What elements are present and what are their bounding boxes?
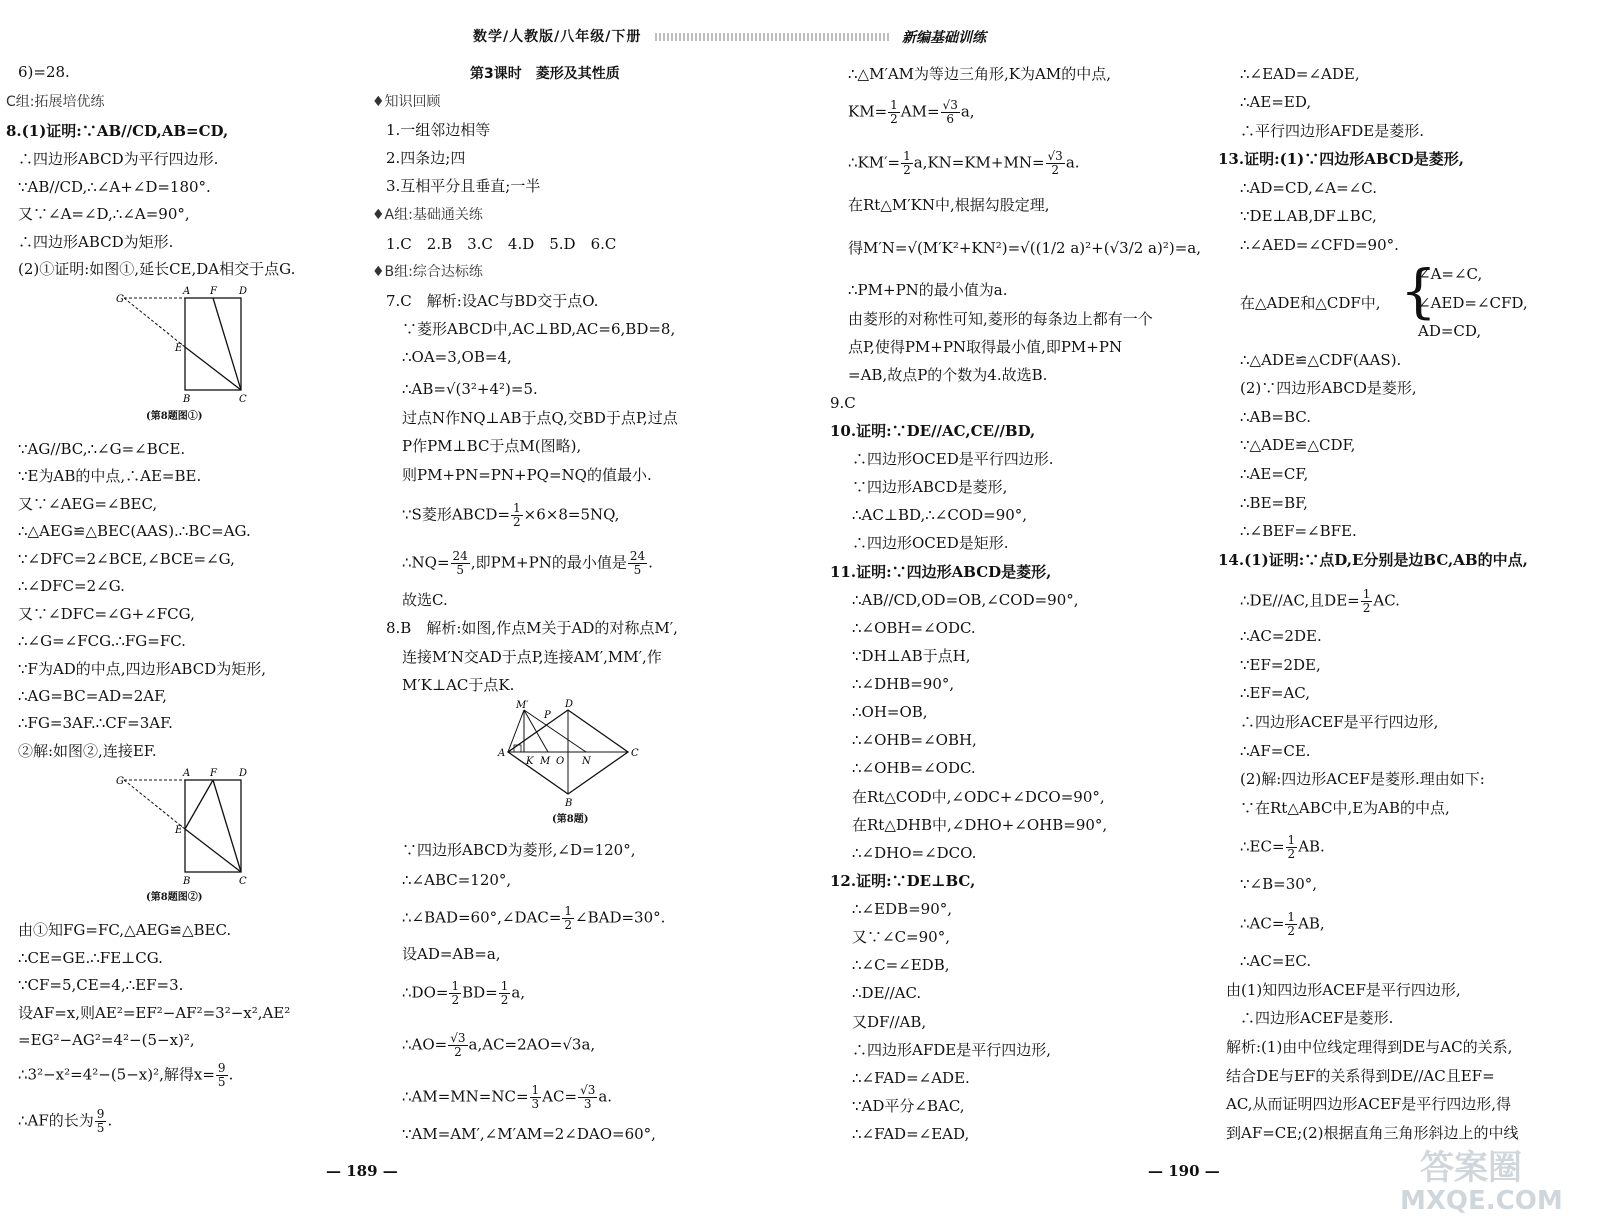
svg-text:A: A	[183, 286, 191, 297]
text-line: ∴AB=BC.	[1240, 408, 1311, 426]
fraction	[1046, 150, 1065, 177]
text-segment: a,KN=KM+MN=	[913, 153, 1045, 172]
fraction	[216, 1062, 228, 1089]
text-segment: AC=	[542, 1087, 578, 1106]
text-line: P作PM⊥BC于点M(图略),	[402, 437, 582, 455]
figure-8-1	[114, 284, 264, 404]
text-segment: AB.	[1298, 837, 1325, 856]
text-line: ∴△M′AM为等边三角形,K为AM的中点,	[848, 65, 1111, 83]
section-heading: ♦知识回顾	[372, 94, 441, 110]
text-segment: ∴DE//AC,且DE=	[1240, 591, 1360, 610]
svg-text:D: D	[239, 286, 248, 297]
brace: {	[1400, 257, 1437, 325]
svg-text:D: D	[565, 699, 574, 710]
figure-8-rhombus	[496, 698, 646, 808]
text-line: ∴∠EAD=∠ADE,	[1240, 65, 1360, 83]
text-line: ∠AED=∠CFD,	[1418, 294, 1528, 312]
denominator: 2	[890, 112, 898, 126]
fraction	[451, 550, 470, 577]
section-heading: ♦B组:综合达标练	[372, 264, 483, 280]
watermark-url: MXQE.COM	[1400, 1186, 1563, 1216]
text-line: ∵∠B=30°,	[1240, 875, 1318, 893]
fraction	[448, 1032, 467, 1059]
text-segment: ∴DO=	[402, 983, 449, 1002]
denominator: 2	[1051, 163, 1059, 177]
text-line	[1240, 588, 1400, 615]
text-segment: ∵S菱形ABCD=	[402, 505, 511, 524]
text-line: (2)解:四边形ACEF是菱形.理由如下:	[1240, 770, 1485, 788]
section-heading: ♦A组:基础通关练	[372, 207, 483, 223]
numerator: 1	[531, 1083, 540, 1097]
numerator: 9	[96, 1107, 105, 1121]
denominator: 3	[583, 1097, 592, 1111]
denominator: 2	[1287, 847, 1296, 861]
text-line: ∴∠ABC=120°,	[402, 871, 512, 889]
text-line: ∵EF=2DE,	[1240, 656, 1321, 674]
text-line: ∵△ADE≌△CDF,	[1240, 436, 1356, 454]
numerator: 1	[1287, 833, 1296, 847]
text-segment: ∴3²−x²=4²−(5−x)²,解得x=	[18, 1065, 215, 1084]
text-segment: a,	[960, 102, 975, 121]
text-line: ∴∠BEF=∠BFE.	[1240, 522, 1357, 540]
text-line: 8.(1)证明:∵AB//CD,AB=CD,	[6, 122, 229, 140]
text-line: ∴平行四边形AFDE是菱形.	[1240, 122, 1424, 140]
numerator: 24	[452, 549, 468, 563]
text-line: 在Rt△COD中,∠ODC+∠DCO=90°,	[852, 788, 1105, 806]
text-line: ∴AC=2DE.	[1240, 627, 1322, 645]
text-line: ∴四边形ACEF是平行四边形,	[1240, 713, 1439, 731]
text-line: =EG²−AG²=4²−(5−x)²,	[18, 1031, 195, 1049]
svg-text:G: G	[116, 294, 124, 305]
text-line: ∴∠FAD=∠EAD,	[852, 1125, 970, 1143]
page-number-right: — 190 —	[1148, 1162, 1220, 1180]
fraction	[95, 1108, 107, 1135]
fraction	[499, 980, 511, 1007]
text-line: AC,从而证明四边形ACEF是平行四边形,得	[1226, 1095, 1511, 1113]
denominator: 2	[1362, 601, 1371, 615]
numerator: 1	[1287, 910, 1296, 924]
text-line: ∴四边形ABCD为平行四边形.	[18, 150, 219, 168]
text-line: ∵DH⊥AB于点H,	[852, 647, 971, 665]
fraction	[1285, 911, 1297, 938]
text-line: ∴∠DFC=2∠G.	[18, 577, 125, 595]
text-line: ∴∠FAD=∠ADE.	[852, 1069, 970, 1087]
fraction	[511, 502, 523, 529]
text-line: ∠A=∠C,	[1418, 265, 1483, 283]
text-line: ∴NQ= $\frac{24}{5}$ ,即PM+PN的最小值是 $\frac{24}{5}$ .	[402, 549, 653, 577]
text-line: 则PM+PN=PN+PQ=NQ的值最小.	[402, 466, 652, 484]
text-line: 点P,使得PM+PN取得最小值,即PM+PN	[848, 338, 1123, 356]
text-line	[1240, 834, 1325, 861]
text-line: 14.(1)证明:∵点D,E分别是边BC,AB的中点,	[1218, 551, 1528, 569]
text-line: 故选C.	[402, 591, 448, 609]
text-line: ∴AD=CD,∠A=∠C.	[1240, 179, 1377, 197]
text-line: ∴AC=EC.	[1240, 952, 1312, 970]
text-segment: ∴EC=	[1240, 837, 1285, 856]
text-line: (2)∵四边形ABCD是菱形,	[1240, 379, 1417, 397]
text-segment: ∴∠BAD=60°,∠DAC=	[402, 908, 562, 927]
svg-text:N: N	[582, 756, 591, 767]
text-line: ∵AB//CD,∴∠A+∠D=180°.	[18, 178, 211, 196]
denominator: 2	[1287, 924, 1296, 938]
figure-caption: (第8题图①)	[146, 411, 203, 422]
fraction	[628, 550, 647, 577]
text-line: ∵AG//BC,∴∠G=∠BCE.	[18, 440, 186, 458]
text-line: ∴四边形ABCD为矩形.	[18, 233, 174, 251]
numerator: 1	[890, 98, 898, 112]
numerator: 1	[903, 149, 911, 163]
text-line: 设AD=AB=a,	[402, 945, 501, 963]
text-line: ∴四边形AFDE是平行四边形,	[852, 1041, 1051, 1059]
denominator: 5	[217, 1075, 226, 1089]
denominator: 2	[500, 993, 509, 1007]
text-line: AD=CD,	[1418, 322, 1482, 340]
denominator: 3	[531, 1097, 540, 1111]
text-line: 1.一组邻边相等	[386, 121, 491, 139]
text-line: ∵DE⊥AB,DF⊥BC,	[1240, 207, 1377, 225]
text-line: ∵四边形ABCD为菱形,∠D=120°,	[402, 841, 636, 859]
denominator: 2	[513, 515, 521, 529]
numerator: 1	[1362, 587, 1371, 601]
numerator: 1	[564, 904, 573, 918]
svg-text:E: E	[175, 825, 183, 836]
text-line: ∴AG=BC=AD=2AF,	[18, 687, 167, 705]
text-line: ∴EF=AC,	[1240, 684, 1311, 702]
text-line: ∴∠DHB=90°,	[852, 675, 955, 693]
text-segment: ∴AC=	[1240, 914, 1285, 933]
text-line: 7.C 解析:设AC与BD交于点O.	[386, 292, 599, 310]
svg-text:M: M	[540, 756, 551, 767]
numerator: 1	[513, 501, 521, 515]
header-title: 数学/人教版/八年级/下册	[473, 29, 642, 45]
text-segment: a,AC=2AO=√3a,	[468, 1035, 596, 1054]
svg-text:B: B	[183, 876, 191, 886]
svg-text:C: C	[239, 394, 247, 404]
text-segment: ,即PM+PN的最小值是	[470, 553, 627, 572]
header-brand: 新编基础训练	[902, 30, 986, 46]
text-line: ∴AF=CE.	[1240, 742, 1311, 760]
text-line: 连接M′N交AD于点P,连接AM′,MM′,作	[402, 648, 662, 666]
denominator: 5	[633, 563, 642, 577]
text-line: ∴PM+PN的最小值为a.	[848, 281, 1008, 299]
text-segment: ∴KM′=	[848, 153, 901, 172]
lesson-title: 第3课时 菱形及其性质	[470, 66, 620, 82]
text-segment: BD=	[462, 983, 498, 1002]
svg-text:D: D	[239, 768, 248, 779]
text-line: ∴OA=3,OB=4,	[402, 348, 512, 366]
denominator: 2	[903, 163, 911, 177]
text-segment: ∴AF的长为	[18, 1111, 94, 1130]
figure-caption: (第8题)	[552, 814, 589, 825]
text-line: ∴∠OHB=∠OBH,	[852, 731, 977, 749]
section-heading: C组:拓展培优练	[6, 94, 105, 110]
text-line: 又∵∠C=90°,	[852, 928, 950, 946]
text-line: ∴△AEG≌△BEC(AAS).∴BC=AG.	[18, 522, 251, 540]
svg-text:K: K	[526, 756, 534, 767]
text-segment: a.	[1065, 153, 1080, 172]
text-line: ∴∠EDB=90°,	[852, 900, 953, 918]
svg-text:A: A	[183, 768, 191, 779]
text-line: ∴∠OBH=∠ODC.	[852, 619, 976, 637]
text-line: ∴CE=GE.∴FE⊥CG.	[18, 949, 163, 967]
text-line: (2)①证明:如图①,延长CE,DA相交于点G.	[18, 260, 296, 278]
svg-text:A: A	[498, 748, 506, 759]
text-line: ∴3²−x²=4²−(5−x)²,解得x= $\frac{9}{5}$ .	[18, 1061, 234, 1089]
text-line: ∵四边形ABCD是菱形,	[852, 478, 1008, 496]
svg-text:E: E	[175, 343, 183, 354]
text-line: ∴∠AED=∠CFD=90°.	[1240, 236, 1399, 254]
text-line: ∵在Rt△ABC中,E为AB的中点,	[1240, 799, 1450, 817]
text-line: 1.C 2.B 3.C 4.D 5.D 6.C	[386, 235, 617, 253]
text-line: 由(1)知四边形ACEF是平行四边形,	[1226, 981, 1461, 999]
text-line: ∴四边形OCED是平行四边形.	[852, 450, 1054, 468]
denominator: 5	[456, 563, 464, 577]
denominator: 2	[451, 993, 460, 1007]
figure-8-2	[114, 764, 264, 886]
fraction	[1361, 588, 1373, 615]
text-segment: AC.	[1373, 591, 1400, 610]
fraction	[901, 150, 913, 177]
text-line: ∴AB//CD,OD=OB,∠COD=90°,	[852, 591, 1079, 609]
numerator: 1	[451, 979, 460, 993]
text-segment: ×6×8=5NQ,	[523, 505, 620, 524]
svg-text:B: B	[565, 798, 573, 808]
numerator: √3	[942, 98, 958, 112]
text-line	[1240, 911, 1325, 938]
text-line: ∴DE//AC.	[852, 984, 922, 1002]
text-line: 由①知FG=FC,△AEG≌△BEC.	[18, 921, 232, 939]
text-line: 又∵∠AEG=∠BEC,	[18, 495, 158, 513]
text-line: 11.证明:∵四边形ABCD是菱形,	[830, 563, 1052, 581]
text-line: ∴∠C=∠EDB,	[852, 956, 950, 974]
text-segment: AM=	[900, 102, 940, 121]
page-number-left: — 189 —	[326, 1162, 398, 1180]
text-line	[402, 502, 619, 529]
fraction	[562, 905, 574, 932]
text-line: 结合DE与EF的关系得到DE//AC且EF=	[1226, 1067, 1495, 1085]
text-line: ②解:如图②,连接EF.	[18, 742, 157, 760]
text-line: 又∵∠DFC=∠G+∠FCG,	[18, 605, 195, 623]
text-line: 设AF=x,则AE²=EF²−AF²=3²−x²,AE²	[18, 1004, 291, 1022]
text-line: 过点N作NQ⊥AB于点Q,交BD于点P,过点	[402, 409, 678, 427]
text-line: 又DF//AB,	[852, 1013, 927, 1031]
text-line: 10.证明:∵DE//AC,CE//BD,	[830, 422, 1036, 440]
fraction	[578, 1084, 597, 1111]
header-dots	[655, 33, 890, 41]
text-line: 解析:(1)由中位线定理得到DE与AC的关系,	[1226, 1038, 1513, 1056]
text-line	[402, 1084, 612, 1111]
text-segment: a.	[598, 1087, 613, 1106]
text-line: 9.C	[830, 394, 856, 412]
text-line: ∴∠OHB=∠ODC.	[852, 759, 976, 777]
text-segment: ∠BAD=30°.	[575, 908, 666, 927]
text-line: 在△ADE和△CDF中,	[1240, 294, 1381, 312]
fraction	[449, 980, 461, 1007]
numerator: √3	[1047, 149, 1063, 163]
text-line: 2.四条边;四	[386, 149, 466, 167]
text-line	[402, 980, 525, 1007]
text-line: ∴AC⊥BD,∴∠COD=90°,	[852, 506, 1028, 524]
numerator: √3	[450, 1031, 466, 1045]
text-line: =AB,故点P的个数为4.故选B.	[848, 366, 1048, 384]
text-line	[848, 99, 975, 126]
denominator: 5	[96, 1121, 105, 1135]
svg-text:P: P	[544, 710, 551, 721]
text-segment: ∴AO=	[402, 1035, 448, 1054]
svg-text:O: O	[556, 756, 565, 767]
text-segment: ∴NQ=	[402, 553, 450, 572]
text-line: ∵E为AB的中点,∴AE=BE.	[18, 467, 202, 485]
svg-text:M′: M′	[516, 700, 529, 711]
watermark-logo: 答案圈	[1420, 1148, 1522, 1188]
text-line: ∴AF的长为 $\frac{9}{5}$ .	[18, 1107, 113, 1135]
numerator: √3	[580, 1083, 596, 1097]
text-line: M′K⊥AC于点K.	[402, 676, 515, 694]
text-line: ∴四边形OCED是矩形.	[852, 534, 1009, 552]
denominator: 6	[946, 112, 954, 126]
text-line: ∴四边形ACEF是菱形.	[1240, 1009, 1394, 1027]
text-line: ∴AB=√(3²+4²)=5.	[402, 380, 538, 398]
numerator: 9	[217, 1061, 226, 1075]
text-line: ∴∠DHO=∠DCO.	[852, 844, 977, 862]
text-line: ∵AD平分∠BAC,	[852, 1097, 965, 1115]
text-line	[848, 150, 1080, 177]
text-line: 又∵∠A=∠D,∴∠A=90°,	[18, 205, 190, 223]
text-line: 12.证明:∵DE⊥BC,	[830, 872, 976, 890]
text-segment: KM=	[848, 102, 888, 121]
text-line: ∴AE=CF,	[1240, 465, 1309, 483]
text-line: ∵F为AD的中点,四边形ABCD为矩形,	[18, 660, 266, 678]
denominator: 2	[564, 918, 573, 932]
text-line: 3.互相平分且垂直;一半	[386, 177, 541, 195]
text-line: 8.B 解析:如图,作点M关于AD的对称点M′,	[386, 619, 678, 637]
svg-text:F: F	[210, 768, 217, 779]
text-line	[402, 1032, 595, 1059]
text-line: ∵CF=5,CE=4,∴EF=3.	[18, 976, 184, 994]
text-line: ∴OH=OB,	[852, 703, 928, 721]
text-line: 6)=28.	[18, 63, 70, 81]
text-line: ∴FG=3AF.∴CF=3AF.	[18, 714, 173, 732]
fraction	[530, 1084, 542, 1111]
svg-text:F: F	[210, 286, 217, 297]
text-line: ∴AE=ED,	[1240, 93, 1312, 111]
text-line: 得M′N=√(M′K²+KN²)=√((1/2 a)²+(√3/2 a)²)=a,	[848, 239, 1201, 257]
fraction	[1286, 834, 1298, 861]
text-line: 在Rt△DHB中,∠DHO+∠OHB=90°,	[852, 816, 1108, 834]
text-line: 由菱形的对称性可知,菱形的每条边上都有一个	[848, 310, 1153, 328]
svg-text:C: C	[239, 876, 247, 886]
text-line: ∴∠G=∠FCG.∴FG=FC.	[18, 632, 186, 650]
text-line: 到AF=CE;(2)根据直角三角形斜边上的中线	[1226, 1124, 1519, 1142]
page-header	[0, 0, 1600, 56]
text-line: 13.证明:(1)∵四边形ABCD是菱形,	[1218, 150, 1465, 168]
text-segment: AB,	[1298, 914, 1325, 933]
text-line: ∵∠DFC=2∠BCE,∠BCE=∠G,	[18, 550, 235, 568]
svg-text:B: B	[183, 394, 191, 404]
text-line	[402, 905, 665, 932]
svg-text:C: C	[631, 748, 639, 759]
text-segment: ∴AM=MN=NC=	[402, 1087, 529, 1106]
text-line: ∴BE=BF,	[1240, 494, 1308, 512]
numerator: 1	[500, 979, 509, 993]
svg-text:G: G	[116, 776, 124, 787]
text-line: ∴△ADE≌△CDF(AAS).	[1240, 351, 1402, 369]
numerator: 24	[629, 549, 646, 563]
text-line: 在Rt△M′KN中,根据勾股定理,	[848, 196, 1050, 214]
text-line: ∵菱形ABCD中,AC⊥BD,AC=6,BD=8,	[402, 320, 676, 338]
fraction	[941, 99, 960, 126]
denominator: 2	[454, 1045, 462, 1059]
text-segment: a,	[511, 983, 526, 1002]
fraction	[888, 99, 900, 126]
text-line: ∵AM=AM′,∠M′AM=2∠DAO=60°,	[402, 1125, 656, 1143]
figure-caption: (第8题图②)	[146, 892, 203, 903]
